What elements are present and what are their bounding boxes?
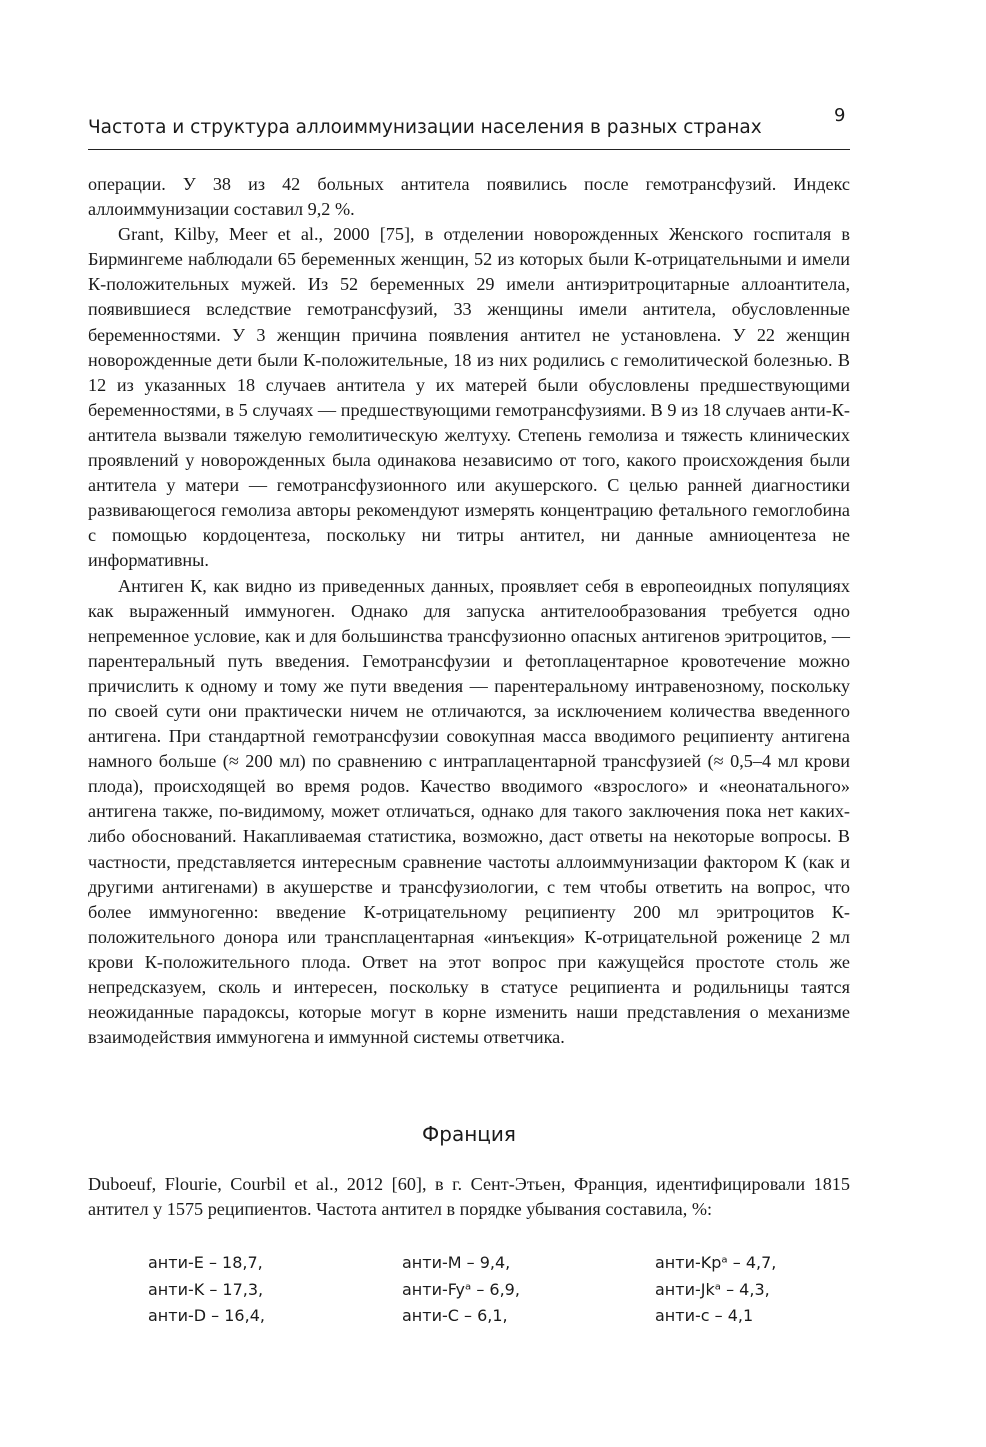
antibody-entry: анти-Kpᵃ – 4,7, (655, 1253, 777, 1272)
antibody-entry: анти-M – 9,4, (402, 1253, 511, 1272)
antibody-entry: анти-C – 6,1, (402, 1306, 508, 1325)
antibody-entry: анти-Jkᵃ – 4,3, (655, 1279, 770, 1299)
antibody-list-column-3 (655, 1250, 776, 1330)
page-number: 9 (834, 105, 846, 126)
body-text (88, 172, 850, 1050)
paragraph-continuation: операции. У 38 из 42 больных антитела появились после гемотрансфузий. Индекс аллоиммунизации составил 9,2 %. (88, 174, 850, 220)
antibody-entry: анти-D – 16,4, (148, 1306, 265, 1325)
antibody-list-column-1 (148, 1250, 265, 1330)
antibody-entry: анти-E – 18,7, (148, 1253, 263, 1272)
antibody-entry: анти-K – 17,3, (148, 1279, 264, 1299)
antibody-list-column-2 (402, 1250, 520, 1330)
antibody-entry: анти-Fyᵃ – 6,9, (402, 1279, 520, 1299)
paragraph-duboeuf-study: Duboeuf, Flourie, Courbil et al., 2012 [60], в г. Сент-Этьен, Франция, идентифицировали 1815 антител у 1575 реципиентов. Частота антител в порядке убывания составила, %: (88, 1174, 850, 1220)
running-head-title: Частота и структура аллоиммунизации населения в разных странах (88, 117, 762, 138)
paragraph-grant-study: Grant, Kilby, Meer et al., 2000 [75], в отделении новорожденных Женского госпиталя в Бирмингеме наблюдали 65 беременных женщин, 52 из которых были К-отрицательными и имели К-положительных мужей. Из 52 беременных 29 имели антиэритроцитарные аллоантитела, появившиеся вследствие гемотрансфузий, 33 женщины имели антитела, обусловленные беременностями. У 3 женщин причина появления антител не установлена. У 22 женщин новорожденные дети были К-положительные, 18 из них родились с гемолитической болезнью. В 12 из указанных 18 случаев антитела у их матерей были обусловлены предшествующими беременностями, в 5 случаях — предшествующими гемотрансфузиями. В 9 из 18 случаев анти-К-антитела вызвали тяжелую гемолитическую желтуху. Степень гемолиза и тяжесть клинических проявлений у новорожденных была одинакова независимо от того, какого происхождения были антитела у матери — гемотрансфузионного или акушерского. С целью ранней диагностики развивающегося гемолиза авторы рекомендуют измерять концентрацию фетального гемоглобина с помощью кордоцентеза, поскольку ни титры антител, ни данные амниоцентеза не информативны. (88, 224, 850, 571)
antibody-entry: анти-c – 4,1 (655, 1306, 754, 1325)
section-heading-france: Франция (422, 1122, 516, 1146)
paragraph-antigen-k: Антиген К, как видно из приведенных данных, проявляет себя в европеоидных популяциях как выраженный иммуноген. Однако для запуска антителообразования требуется одно непременное условие, как и для большинства трансфузионно опасных антигенов эритроцитов, — парентеральный путь введения. Гемотрансфузии и фетоплацентарное кровотечение можно причислить к одному и тому же пути введения — парентеральному интравенозному, поскольку по своей сути они практически ничем не отличаются, за исключением количества введенного антигена. При стандартной гемотрансфузии совокупная масса вводимого реципиенту антигена намного больше (≈ 200 мл) по сравнению с интраплацентарной трансфузией (≈ 0,5–4 мл крови плода), происходящей во время родов. Качество вводимого «взрослого» и «неонатального» антигена также, по-видимому, может отличаться, однако для такого заключения пока нет каких-либо обоснований. Накапливаемая статистика, возможно, даст ответы на некоторые вопросы. В частности, представляется интересным сравнение частоты аллоиммунизации фактором К (как и другими антигенами) в акушерстве и трансфузиологии, с тем чтобы ответить на вопрос, что более иммуногенно: введение К-отрицательному реципиенту 200 мл эритроцитов К-положительного донора или трансплацентарная «инъекция» К-отрицательной роженице 2 мл крови К-положительного плода. Ответ на этот вопрос при кажущейся простоте столь же непредсказуем, сколь и интересен, поскольку в статусе реципиента и родильницы таятся неожиданные парадоксы, которые могут в корне изменить наши представления о механизме взаимодействия иммуногена и иммунной системы ответчика. (88, 575, 850, 1048)
header-rule (88, 149, 850, 150)
